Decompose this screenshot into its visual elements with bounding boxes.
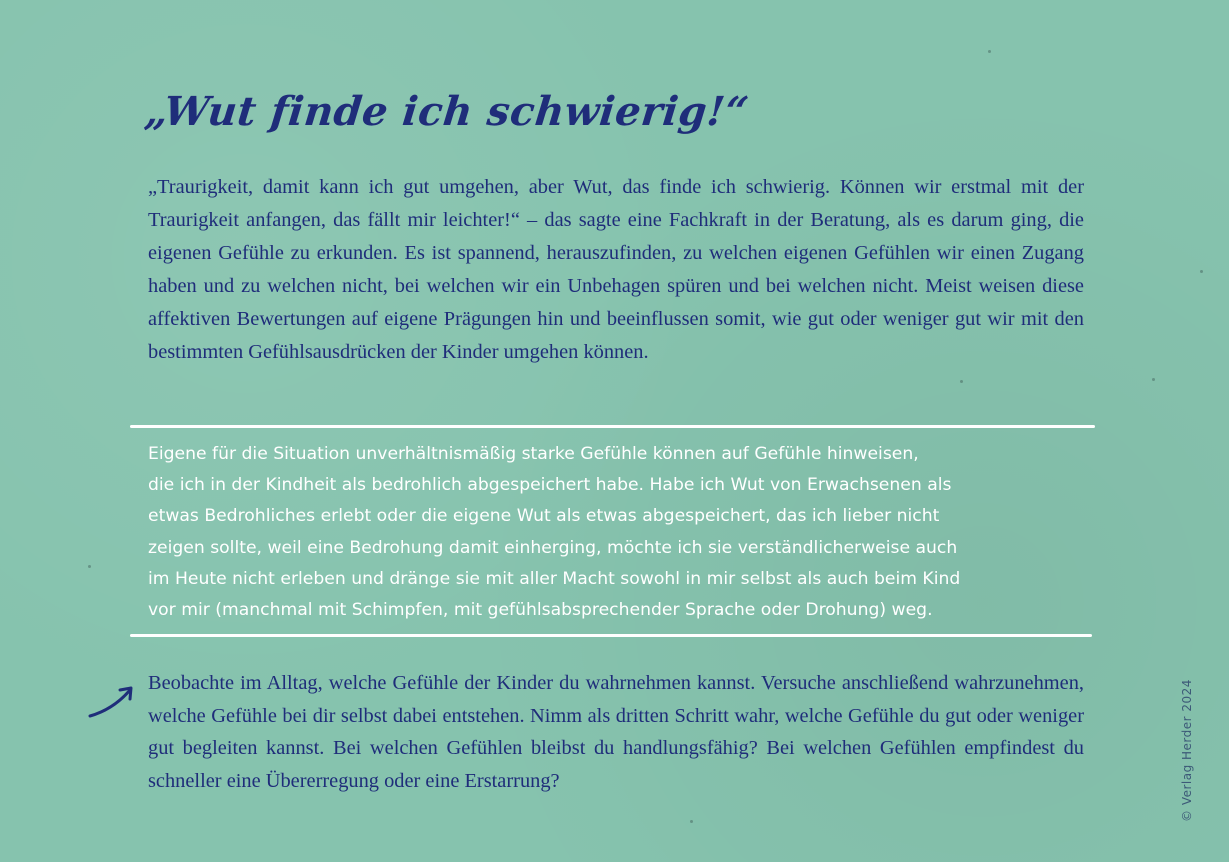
intro-paragraph: „Traurigkeit, damit kann ich gut umgehen, aber Wut, das finde ich schwierig. Können wir erstmal mit der Traurigkeit anfangen, das fällt mir leichter!“ – das sagte eine Fachkraft in der Beratung, als es darum ging, die eigenen Gefühle zu erkunden. Es ist spannend, herauszufinden, zu welchen eigenen Gefühlen wir einen Zugang haben und zu welchen nicht, bei welchen wir ein Unbehagen spüren und bei welchen nicht. Meist weisen diese affektiven Bewertungen auf eigene Prägungen hin und beeinflussen somit, wie gut oder weniger gut wir mit den bestimmten Gefühlsausdrücken der Kinder umgehen können. [148, 176, 1084, 363]
info-line: zeigen sollte, weil eine Bedrohung damit einherging, möchte ich sie verständlicherweise auch [148, 537, 958, 558]
paper-speck [960, 380, 963, 383]
page-title: „Wut finde ich schwierig!“ [142, 88, 752, 135]
paper-speck [1152, 378, 1155, 381]
info-line: im Heute nicht erleben und dränge sie mit aller Macht sowohl in mir selbst als auch beim Kind [148, 568, 961, 589]
task-paragraph: Beobachte im Alltag, welche Gefühle der Kinder du wahrnehmen kannst. Versuche anschließend wahrzunehmen, welche Gefühle bei dir selbst dabei entstehen. Nimm als dritten Schritt wahr, welche Gefühle du gut oder weniger gut begleiten kannst. Bei welchen Gefühlen bleibst du handlungsfähig? Bei welchen Gefühlen empfindest du schneller eine Übererregung oder eine Erstarrung? [148, 672, 1084, 792]
divider-top [130, 425, 1095, 428]
divider-bottom [130, 634, 1092, 637]
info-line: vor mir (manchmal mit Schimpfen, mit gefühlsabsprechender Sprache oder Drohung) weg. [148, 600, 933, 621]
paper-speck [1200, 270, 1203, 273]
info-line: die ich in der Kindheit als bedrohlich abgespeichert habe. Habe ich Wut von Erwachsenen als [148, 475, 952, 496]
info-box [148, 439, 1108, 626]
paper-speck [690, 820, 693, 823]
curved-arrow-icon [86, 682, 138, 722]
paper-speck [88, 565, 91, 568]
paper-speck [988, 50, 991, 53]
copyright-notice: © Verlag Herder 2024 [1180, 679, 1194, 822]
info-line: etwas Bedrohliches erlebt oder die eigene Wut als etwas abgespeichert, das ich lieber nicht [148, 506, 940, 527]
info-line: Eigene für die Situation unverhältnismäßig starke Gefühle können auf Gefühle hinweisen, [148, 444, 919, 464]
